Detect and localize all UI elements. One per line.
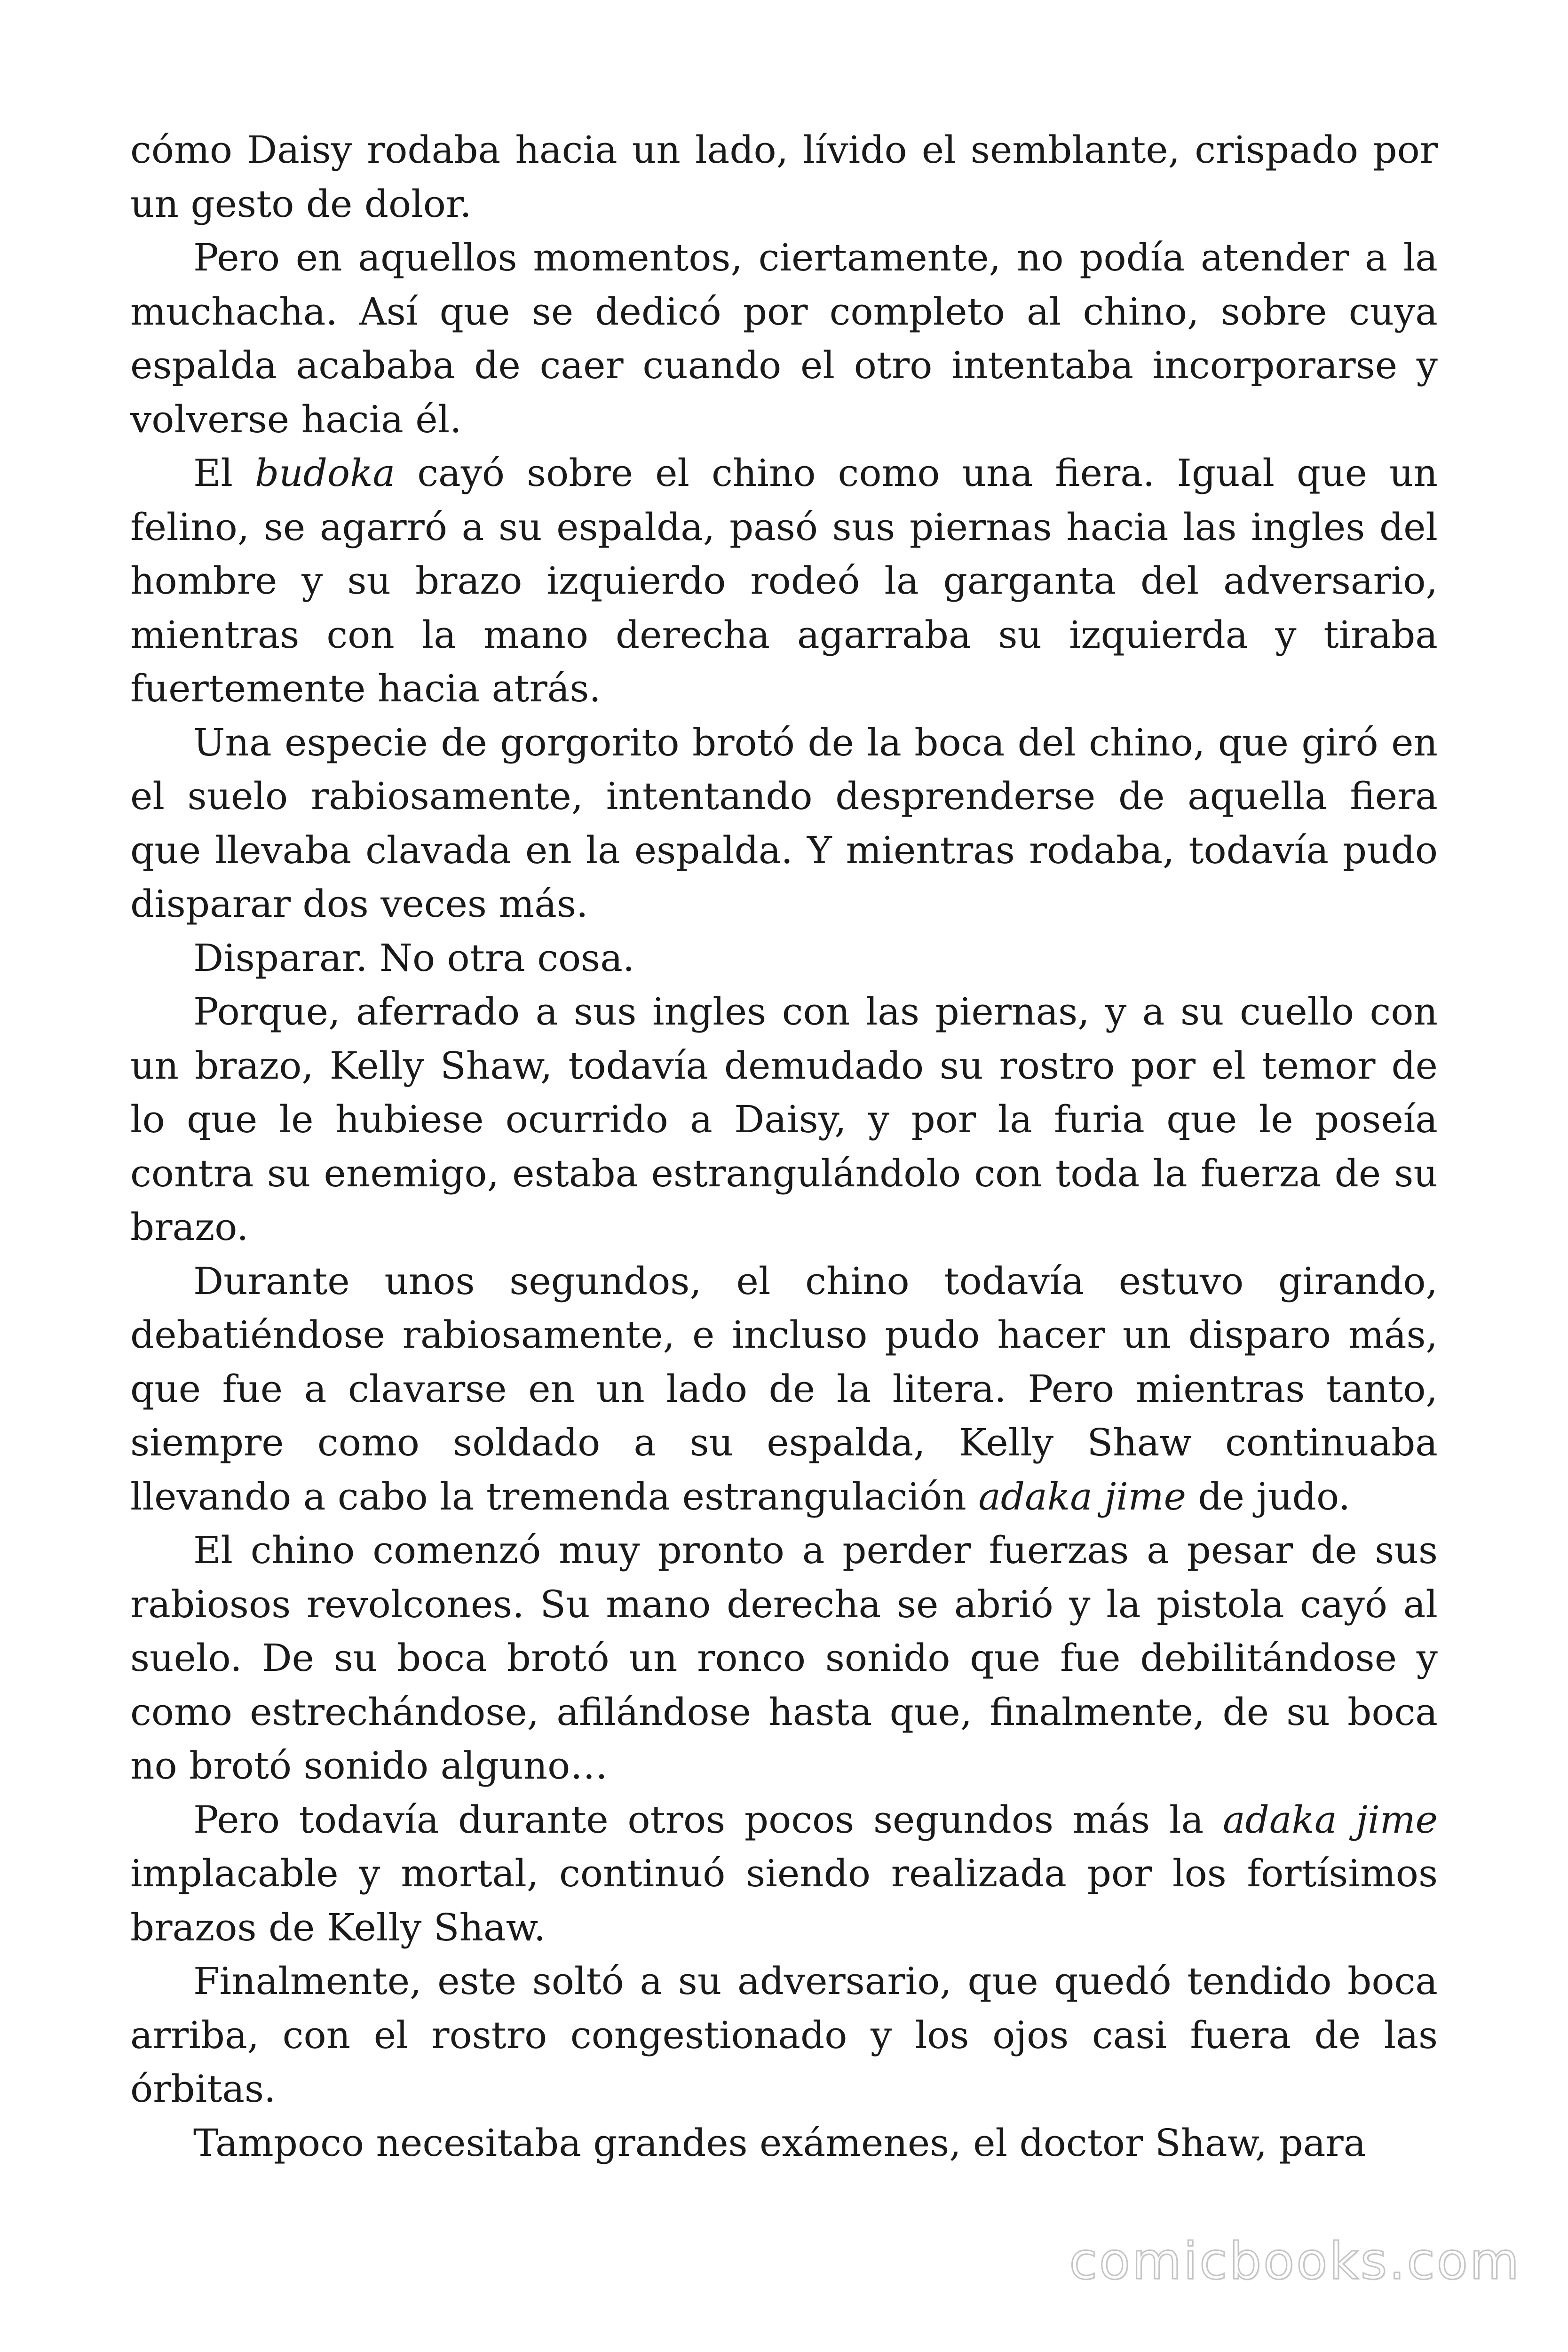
paragraph [130,2116,1438,2170]
text-run: Disparar. No otra cosa. [193,936,635,980]
italic-term: adaka jime [978,1474,1186,1518]
text-run: cómo Daisy rodaba hacia un lado, lívido el semblante, crispado por un gesto de dolor. [130,128,1438,226]
text-run: Pero todavía durante otros pocos segundos más la [193,1797,1223,1842]
text-run: cayó sobre el chino como una fiera. Igual que un felino, se agarró a su espalda, pasó sus piernas hacia las ingles del hombre y su brazo izquierdo rodeó la garganta del adversario, mientras con la mano derecha agarraba su izquierda y tiraba fuertemente hacia atrás. [130,451,1438,710]
text-run: Durante unos segundos, el chino todavía estuvo girando, debatiéndose rabiosamente, e incluso pudo hacer un disparo más, que fue a clavarse en un lado de la litera. Pero mientras tanto, siempre como soldado a su espalda, Kelly Shaw continuaba llevando a cabo la tremenda estrangulación [130,1259,1438,1518]
text-run: El chino comenzó muy pronto a perder fuerzas a pesar de sus rabiosos revolcones. Su mano derecha se abrió y la pistola cayó al suelo. De su boca brotó un ronco sonido que fue debilitándose y como estrechándose, afilándose hasta que, finalmente, de su boca no brotó sonido alguno… [130,1528,1438,1788]
text-run: Porque, aferrado a sus ingles con las piernas, y a su cuello con un brazo, Kelly Shaw, todavía demudado su rostro por el temor de lo que le hubiese ocurrido a Daisy, y por la furia que le poseía contra su enemigo, estaba estrangulándolo con toda la fuerza de su brazo. [130,990,1438,1249]
text-run: de judo. [1186,1474,1351,1518]
text-run: implacable y mortal, continuó siendo realizada por los fortísimos brazos de Kelly Shaw. [130,1851,1438,1949]
paragraph [130,1955,1438,2116]
paragraph [130,446,1438,716]
paragraph [130,716,1438,931]
paragraph [130,231,1438,446]
paragraph [130,931,1438,985]
text-run: Tampoco necesitaba grandes exámenes, el doctor Shaw, para [193,2121,1366,2165]
paragraph [130,985,1438,1255]
paragraph [130,1524,1438,1793]
paragraph [130,123,1438,231]
site-watermark: comicbooks.com [1069,2232,1521,2291]
text-run: Una especie de gorgorito brotó de la boca del chino, que giró en el suelo rabiosamente, intentando desprenderse de aquella fiera que llevaba clavada en la espalda. Y mientras rodaba, todavía pudo disparar dos veces más. [130,720,1438,926]
italic-term: budoka [254,451,396,495]
paragraph [130,1793,1438,1955]
italic-term: adaka jime [1222,1797,1438,1842]
body-text [130,123,1438,2170]
text-run: El [193,451,255,495]
text-run: Pero en aquellos momentos, ciertamente, no podía atender a la muchacha. Así que se dedicó por completo al chino, sobre cuya espalda acababa de caer cuando el otro intentaba incorporarse y volverse hacia él. [130,236,1438,441]
paragraph [130,1255,1438,1524]
text-run: Finalmente, este soltó a su adversario, que quedó tendido boca arriba, con el rostro congestionado y los ojos casi fuera de las órbitas. [130,1959,1438,2111]
